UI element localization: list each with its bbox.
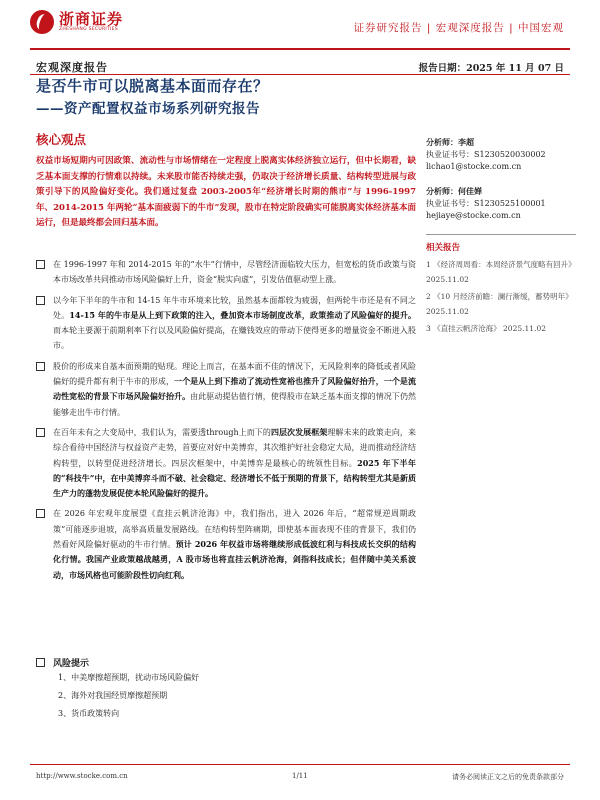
analyst-name: 何佳婵 [458, 186, 482, 196]
report-category: 证券研究报告 | 宏观深度报告 | 中国宏观 [353, 22, 564, 34]
related-report-link[interactable]: 2 《10 月经济前瞻：澜行渐缓，蓄势明年》 2025.11.02 [426, 292, 573, 316]
bullet-box-icon [36, 658, 45, 667]
bullet-item [36, 425, 416, 501]
bullet-box-icon [36, 260, 45, 269]
footer-url[interactable]: http://www.stocke.com.cn [36, 772, 128, 780]
footer-disclaimer: 请务必阅读正文之后的免责条款部分 [452, 773, 564, 781]
bullet-text: 以今年下半年的牛市和 14-15 年牛市环境来比较，虽然基本面都较为疲弱，但两轮牛市还是有不同之处。14-15 年的牛市是从上到下政策的注入，叠加资本市场制度改革，政策推动了风险偏好的提升。而本轮主要源于前期利率下行以及风险偏好提高，在赚钱效应的带动下使得更多的增量资金不断进入股市。 [53, 295, 416, 351]
footer-divider [30, 764, 570, 765]
bullet-box-icon [36, 428, 45, 437]
logo-english-name: ZHESHANG SECURITIES [59, 27, 118, 32]
header-divider [30, 48, 570, 50]
company-logo [30, 10, 123, 34]
bullet-box-icon [36, 509, 45, 518]
analyst-cert: 执业证书号：S1230525100001 [426, 199, 546, 208]
analyst-email[interactable]: hejiaye@stocke.com.cn [426, 211, 521, 220]
bullet-item [36, 293, 416, 354]
analyst-name: 李超 [458, 137, 474, 147]
section-heading: 核心观点 [36, 132, 87, 147]
bullet-box-icon [36, 296, 45, 305]
bullet-list [36, 257, 416, 588]
bullet-item [36, 257, 416, 288]
bullet-item [36, 506, 416, 582]
sidebar [426, 136, 576, 338]
risk-item: 1、中美摩擦超预期，扰动市场风险偏好 [58, 673, 200, 682]
bullet-text: 股价的形成来自基本面预期的贴现。理论上而言，在基本面不佳的情况下，无风险利率的降低或者风险偏好的提升都有利于牛市的形成，一个是从上到下推动了流动性宽裕也推升了风险偏好抬升，一个是流动性宽松的背景下市场风险偏好抬升。由此驱动提估值行情，使得股市在缺乏基本面支撑的情况下仍然能够走出牛市行情。 [53, 361, 417, 417]
analyst-card: 分析师：何佳婵 执业证书号：S1230525100001 hejiaye@stocke.com.cn [426, 185, 576, 222]
bullet-item [36, 359, 416, 420]
related-report-link[interactable]: 1 《经济周周看：本周经济景气度略有回升》 2025.11.02 [426, 260, 576, 284]
analyst-cert: 执业证书号：S1230520030002 [426, 150, 546, 159]
analyst-card: 分析师：李超 执业证书号：S1230520030002 lichao1@stocke.com.cn [426, 136, 576, 173]
report-date: 报告日期：2025 年 11 月 07 日 [418, 63, 564, 74]
page-subtitle: ——资产配置权益市场系列研究报告 [36, 101, 260, 117]
analyst-email[interactable]: lichao1@stocke.com.cn [426, 162, 522, 171]
core-summary-text: 权益市场短期内可因政策、流动性与市场情绪在一定程度上脱离实体经济独立运行，但中长期看，缺乏基本面支撑的行情难以持续。未来股市能否持续走强，仍取决于经济增长质量、结构转型进展与政策引导下的风险偏好变化。我们通过复盘 2003-2005年“经济增长时期的熊市”与 1996-1997 年、2014-2015 年两轮“基本面疲弱下的牛市”发现，股市在特定阶段确实可能脱离实体经济基本面运行，但是最终都会回归基本面。 [36, 156, 416, 228]
bullet-text: 在百年未有之大变局中，我们认为，需要透through上而下的四层次发展框架理解未来的政策走向，来综合看待中国经济与权益资产走势，首要应对好中美博弈，其次维护好社会稳定大局，进而推动经济结构转型，以转型促进经济增长。四层次框架中，中美博弈是最核心的统领性目标。2025 年下半年的“科技牛”中，在中美博弈斗而不破、社会稳定、经济增长不低于预期的背景下，结构转型尤其是新质生产力的蓬勃发展促使本轮风险偏好的提升。 [53, 426, 416, 499]
bullet-text: 在 1996-1997 年和 2014-2015 年的“水牛”行情中，尽管经济面临较大压力，但宽松的货币政策与资本市场改革共同推动市场风险偏好上升，资金“脱实向虚”，引发估值驱动型上涨。 [53, 260, 416, 285]
risk-item: 3、货币政策转向 [58, 709, 120, 718]
logo-icon [30, 10, 54, 34]
risk-item: 2、海外对我国经贸摩擦超预期 [58, 691, 168, 700]
page-title: 是否牛市可以脱离基本面而存在？ [36, 77, 269, 95]
page-number: 1/11 [292, 772, 308, 780]
related-report-link[interactable]: 3 《直挂云帆济沧海》 2025.11.02 [426, 324, 546, 333]
document-type: 宏观深度报告 [36, 61, 108, 74]
risk-title: 风险提示 [53, 659, 90, 669]
risk-section [36, 656, 416, 723]
related-reports-title: 相关报告 [426, 243, 461, 253]
logo-chinese-name: 浙商证券 [59, 10, 124, 28]
core-summary-section [36, 130, 416, 242]
bullet-box-icon [36, 362, 45, 371]
sidebar-divider [426, 234, 576, 235]
page-header [0, 0, 600, 52]
bullet-text: 在 2026 年宏观年度展望《直挂云帆济沧海》中，我们指出，进入 2026 年后，“超常规逆周期政策”可能逐步退坡，高举高质量发展路线。在结构转型阵痛期，即使基本面表现不佳的背景下，我们仍然看好风险偏好驱动的牛市行情。预计 2026 年权益市场将继续形成低波红利与科技成长交织的结构化行情。我国产业政策越战越勇，A 股市场也将直挂云帆济沧海，剑指科技成长；但伴随中美关系波动，市场风格也可能阶段性切向红利。 [53, 509, 416, 580]
